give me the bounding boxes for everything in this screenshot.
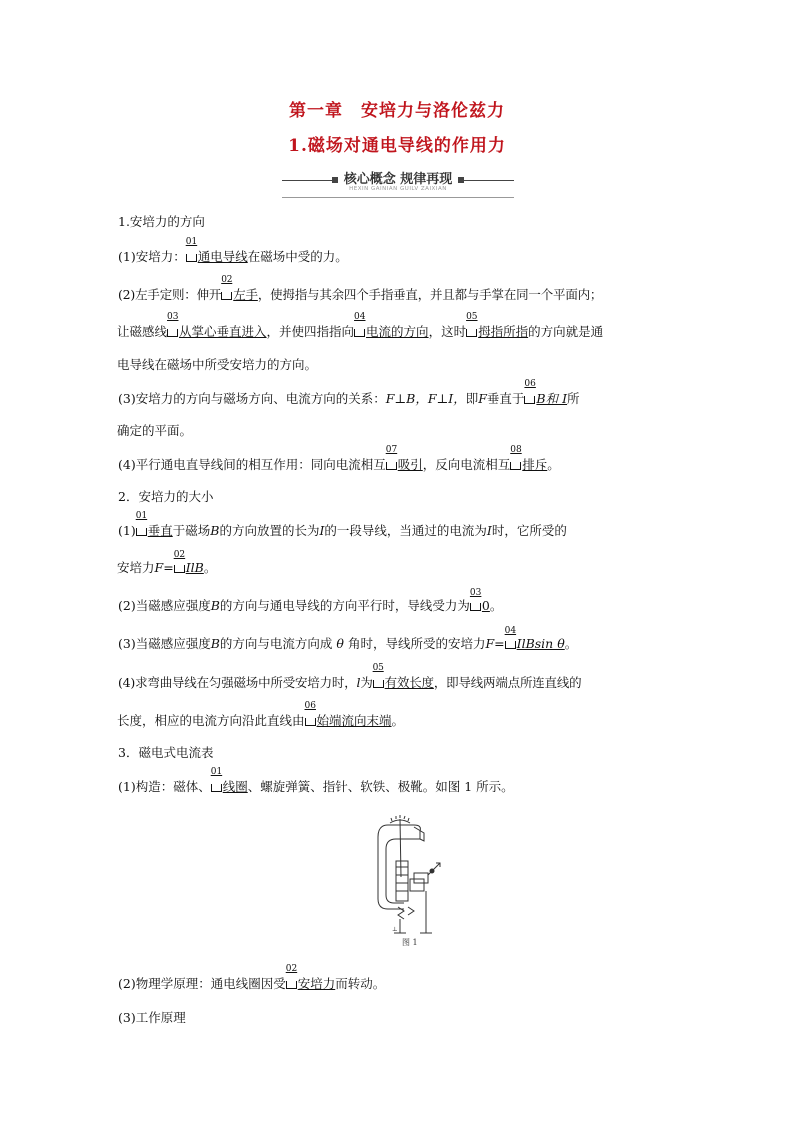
blank-number: 03 (167, 312, 179, 322)
text: 的方向与通电导线的方向平行时，导线受力为 (219, 598, 470, 613)
text: 。 (564, 636, 578, 651)
text: 。 (547, 457, 560, 472)
answer: 垂直 (147, 523, 173, 538)
blank-box-icon (524, 396, 535, 404)
text: (3)当磁感应强度 (118, 636, 211, 651)
text: 。 (391, 713, 405, 728)
s2-line-6 (117, 701, 405, 729)
answer: 通电导线 (197, 249, 248, 264)
blank-box-icon (167, 329, 178, 337)
blank-number: 02 (285, 964, 298, 974)
text: ，这时 (428, 324, 467, 339)
text: 的方向就是通 (528, 324, 604, 339)
text: 为 (360, 675, 373, 690)
blank-number: 01 (135, 511, 148, 521)
blank-08 (510, 445, 548, 473)
text: (4)平行通电直导线间的相互作用：同向电流相互 (118, 457, 386, 472)
text: ，并使四指指向 (266, 324, 355, 339)
blank-box-icon (373, 680, 384, 688)
s2-line-4 (118, 626, 578, 652)
text: 的方向放置的长为 (219, 523, 320, 538)
blank-number: 01 (210, 767, 223, 777)
s1-line-7 (118, 445, 560, 473)
text: 时，它所受的 (491, 523, 567, 538)
blank-03 (469, 588, 490, 613)
section-3-title: 3．磁电式电流表 (118, 745, 214, 760)
text: 长度，相应的电流方向沿此直线由 (117, 713, 305, 728)
text: 而转动。 (335, 976, 386, 991)
text: 让磁感线 (117, 324, 168, 339)
blank-box-icon (136, 528, 147, 536)
banner-rule-left (282, 180, 332, 181)
blank-box-icon (354, 329, 365, 337)
blank-box-icon (186, 254, 197, 262)
s1-line-6: 确定的平面。 (117, 423, 193, 438)
section-title: 1.磁场对通电导线的作用力 (288, 136, 506, 156)
answer: 安培力 (297, 976, 336, 991)
blank-number: 05 (466, 312, 478, 322)
text: (2)左手定则：伸开 (118, 287, 222, 302)
answer: IlBsin θ (516, 636, 565, 651)
blank-04 (354, 312, 429, 340)
answer: 电流的方向 (366, 324, 429, 339)
text: 垂直于 (486, 391, 525, 406)
banner-square-left (332, 177, 338, 183)
galvanometer-diagram-icon (370, 815, 450, 937)
blank-02 (173, 550, 204, 575)
s1-line-2 (118, 275, 603, 303)
formula: F (485, 636, 495, 651)
blank-01 (135, 511, 173, 539)
answer: 排斥 (522, 457, 548, 472)
text: 所 (567, 391, 580, 406)
blank-box-icon (221, 292, 232, 300)
blank-05 (372, 663, 434, 691)
blank-number: 07 (385, 445, 398, 455)
formula: θ (336, 636, 344, 651)
galvanometer-figure (370, 815, 450, 950)
text: (1) (118, 523, 136, 538)
blank-02 (285, 964, 336, 992)
chapter-title: 第一章 安培力与洛伦兹力 (289, 101, 505, 121)
answer: 线圈 (222, 779, 248, 794)
section-1-title: 1.安培力的方向 (118, 214, 205, 229)
blank-number: 04 (504, 626, 517, 636)
text: = (163, 560, 174, 575)
blank-07 (385, 445, 423, 473)
blank-box-icon (211, 784, 222, 792)
blank-01 (185, 237, 248, 265)
blank-box-icon (305, 718, 316, 726)
s1-line-3 (117, 312, 604, 340)
answer: B和 I (536, 391, 568, 406)
blank-number: 08 (510, 445, 522, 455)
formula: B (210, 523, 220, 538)
answer: 0 (481, 598, 490, 613)
text: (3)安培力的方向与磁场方向、电流方向的关系： (118, 391, 386, 406)
formula: l (356, 675, 361, 690)
banner-pinyin: HEXIN GAINIAN GUILV ZAIXIAN (349, 186, 447, 192)
answer: 始端流向末端 (316, 713, 392, 728)
blank-number: 01 (185, 237, 198, 247)
text: ，即导线两端点所连直线的 (433, 675, 582, 690)
text: 、螺旋弹簧、指针、软铁、极靴。如图 1 所示。 (247, 779, 514, 794)
text: 角时，导线所受的安培力 (347, 636, 486, 651)
blank-number: 02 (221, 275, 233, 285)
blank-03 (167, 312, 267, 340)
figure-caption: 图 1 (402, 938, 418, 947)
formula: B (210, 598, 220, 613)
core-concept-banner (282, 168, 514, 200)
blank-number: 04 (354, 312, 366, 322)
formula: F (154, 560, 164, 575)
blank-number: 06 (524, 379, 536, 389)
blank-box-icon (510, 462, 521, 470)
text: ，反向电流相互 (422, 457, 511, 472)
formula: F⊥B，F⊥I， (385, 391, 466, 406)
blank-number: 05 (372, 663, 384, 673)
s2-line-2 (117, 550, 217, 576)
answer: 拇指所指 (478, 324, 529, 339)
answer: IlB (185, 560, 204, 575)
banner-title: 核心概念 规律再现 (343, 172, 453, 187)
blank-01 (210, 767, 248, 795)
formula: I (319, 523, 325, 538)
text: 于磁场 (172, 523, 211, 538)
banner-rule-right (464, 180, 514, 181)
blank-box-icon (505, 641, 516, 649)
text: (1)安培力： (118, 249, 186, 264)
text: 在磁场中受的力。 (247, 249, 348, 264)
answer: 有效长度 (384, 675, 434, 690)
text: ，使拇指与其余四个手指垂直，并且都与手掌在同一个平面内； (257, 287, 603, 302)
formula: B (210, 636, 220, 651)
text: = (494, 636, 505, 651)
s2-line-1 (118, 511, 567, 539)
text: 。 (489, 598, 503, 613)
blank-box-icon (470, 603, 481, 611)
s2-line-5 (118, 663, 582, 691)
s3-line-2 (118, 964, 386, 992)
s3-line-1 (118, 767, 514, 795)
blank-number: 06 (304, 701, 316, 711)
s1-line-4: 电导线在磁场中所受安培力的方向。 (117, 357, 318, 372)
text: 的方向与电流方向成 (219, 636, 333, 651)
s1-line-1 (118, 237, 348, 265)
text: (2)当磁感应强度 (118, 598, 211, 613)
blank-04 (504, 626, 565, 651)
text: (4)求弯曲导线在匀强磁场中所受安培力时， (118, 675, 357, 690)
s1-line-5 (118, 379, 580, 407)
text: 。 (203, 560, 217, 575)
answer: 左手 (233, 287, 258, 302)
blank-box-icon (174, 565, 185, 573)
s2-line-3 (118, 588, 503, 614)
answer: 从掌心垂直进入 (179, 324, 267, 339)
blank-box-icon (466, 329, 477, 337)
text: 安培力 (117, 560, 155, 575)
blank-number: 03 (469, 588, 482, 598)
text: 即 (465, 391, 479, 406)
s3-line-3: (3)工作原理 (118, 1010, 186, 1025)
blank-box-icon (286, 981, 297, 989)
blank-02 (221, 275, 258, 303)
formula: I (486, 523, 492, 538)
answer: 吸引 (397, 457, 423, 472)
section-2-title: 2．安培力的大小 (118, 489, 214, 504)
text: (1)构造：磁体、 (118, 779, 211, 794)
formula: F (478, 391, 487, 406)
blank-number: 02 (173, 550, 186, 560)
text: 的一段导线，当通过的电流为 (324, 523, 487, 538)
blank-06 (304, 701, 392, 729)
banner-underline (282, 197, 514, 198)
text: (2)物理学原理：通电线圈因受 (118, 976, 286, 991)
blank-box-icon (386, 462, 397, 470)
blank-06 (524, 379, 568, 407)
svg-text:⊥: ⊥ (392, 926, 398, 933)
blank-05 (466, 312, 529, 340)
